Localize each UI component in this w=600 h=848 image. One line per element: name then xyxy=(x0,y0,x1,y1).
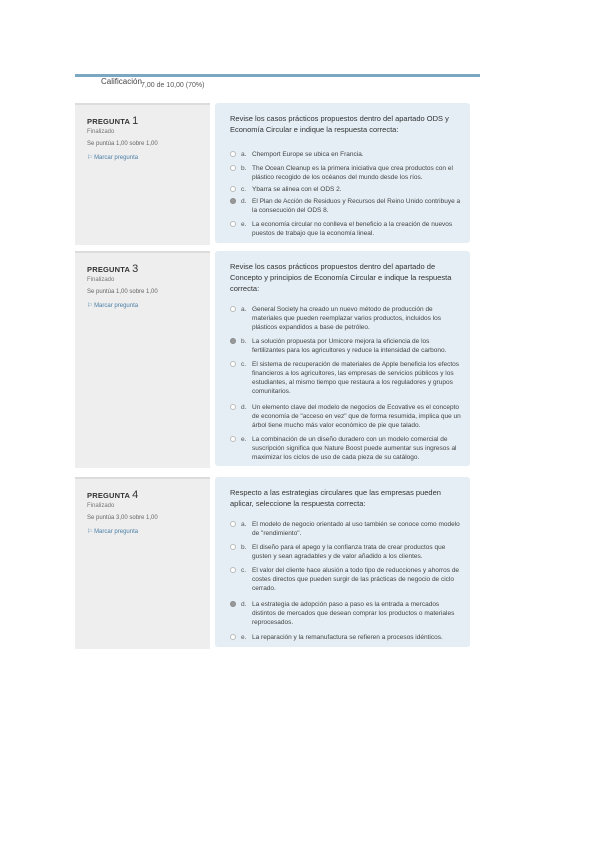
radio-button-selected[interactable] xyxy=(230,338,236,344)
question-state: Finalizado xyxy=(87,277,115,283)
flag-question-link[interactable]: ⚐ Marcar pregunta xyxy=(87,303,139,309)
radio-button[interactable] xyxy=(230,186,236,192)
radio-button[interactable] xyxy=(230,634,236,640)
question-score: Se puntúa 1,00 sobre 1,00 xyxy=(87,141,158,147)
grade-value: 7,00 de 10,00 (70%) xyxy=(141,82,205,89)
flag-icon: ⚐ xyxy=(87,529,93,535)
radio-button-selected[interactable] xyxy=(230,601,236,607)
question-info-panel xyxy=(75,103,210,245)
grade-label: Calificación xyxy=(101,77,142,86)
question-content-panel xyxy=(215,251,470,466)
flag-question-link[interactable]: ⚐ Marcar pregunta xyxy=(87,529,139,535)
question-title: PREGUNTA 4 xyxy=(87,489,139,501)
question-text: Respecto a las estrategias circulares que las empresas pueden aplicar, seleccione la respuesta correcta: xyxy=(230,488,441,508)
radio-button[interactable] xyxy=(230,221,236,227)
question-title: PREGUNTA 1 xyxy=(87,115,139,127)
question-info-panel xyxy=(75,251,210,468)
question-title: PREGUNTA 3 xyxy=(87,263,139,275)
question-text: Revise los casos prácticos propuestos dentro del apartado de Concepto y principios de Economía Circular e indique la respuesta correcta: xyxy=(230,262,452,293)
question-info-panel xyxy=(75,477,210,649)
question-number: 3 xyxy=(132,263,139,275)
question-text: Revise los casos prácticos propuestos dentro del apartado ODS y Economía Circular e indique la respuesta correcta: xyxy=(230,114,449,134)
question-score: Se puntúa 1,00 sobre 1,00 xyxy=(87,289,158,295)
question-score: Se puntúa 3,00 sobre 1,00 xyxy=(87,515,158,521)
radio-button[interactable] xyxy=(230,521,236,527)
flag-question-link[interactable]: ⚐ Marcar pregunta xyxy=(87,155,139,161)
question-state: Finalizado xyxy=(87,129,115,135)
radio-button[interactable] xyxy=(230,544,236,550)
question-number: 1 xyxy=(132,115,139,127)
radio-button[interactable] xyxy=(230,165,236,171)
flag-icon: ⚐ xyxy=(87,303,93,309)
radio-button[interactable] xyxy=(230,361,236,367)
grade-summary xyxy=(75,77,480,95)
question-state: Finalizado xyxy=(87,503,115,509)
radio-button[interactable] xyxy=(230,306,236,312)
radio-button[interactable] xyxy=(230,151,236,157)
radio-button[interactable] xyxy=(230,404,236,410)
radio-button[interactable] xyxy=(230,436,236,442)
radio-button[interactable] xyxy=(230,567,236,573)
radio-button-selected[interactable] xyxy=(230,198,236,204)
question-number: 4 xyxy=(132,489,139,501)
flag-icon: ⚐ xyxy=(87,155,93,161)
